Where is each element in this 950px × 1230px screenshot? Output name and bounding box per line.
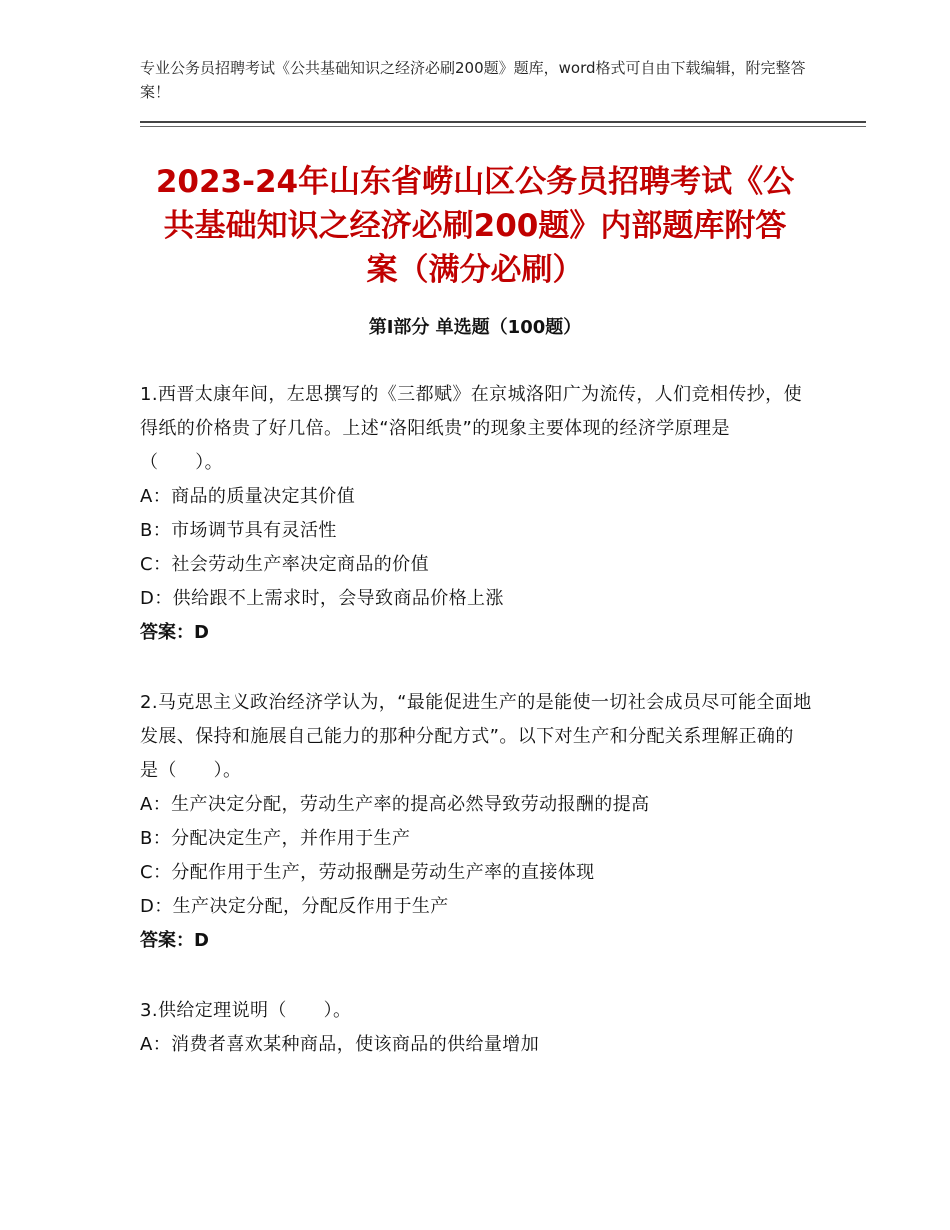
option-c: C：社会劳动生产率决定商品的价值 <box>140 554 429 575</box>
question-1 <box>140 378 812 650</box>
question-list <box>140 378 812 1098</box>
option-b: B：市场调节具有灵活性 <box>140 520 337 541</box>
header-divider-thin <box>140 126 866 127</box>
document-title: 2023-24年山东省崂山区公务员招聘考试《公共基础知识之经济必刷200题》内部题库附答案（满分必刷） <box>155 164 795 288</box>
option-c: C：分配作用于生产，劳动报酬是劳动生产率的直接体现 <box>140 862 595 883</box>
answer-label: 答案：D <box>140 622 209 643</box>
header-note: 专业公务员招聘考试《公共基础知识之经济必刷200题》题库，word格式可自由下载编辑，附完整答案！ <box>140 59 806 101</box>
option-a: A：生产决定分配，劳动生产率的提高必然导致劳动报酬的提高 <box>140 794 650 815</box>
question-stem: 2.马克思主义政治经济学认为，“最能促进生产的是能使一切社会成员尽可能全面地发展、保持和施展自己能力的那种分配方式”。以下对生产和分配关系理解正确的是（ ）。 <box>140 692 812 781</box>
question-3 <box>140 994 812 1062</box>
option-b: B：分配决定生产，并作用于生产 <box>140 828 411 849</box>
option-d: D：生产决定分配，分配反作用于生产 <box>140 896 449 917</box>
question-stem: 1.西晋太康年间，左思撰写的《三都赋》在京城洛阳广为流传，人们竞相传抄，使得纸的价格贵了好几倍。上述“洛阳纸贵”的现象主要体现的经济学原理是（ ）。 <box>140 384 802 473</box>
answer-label: 答案：D <box>140 930 209 951</box>
option-a: A：消费者喜欢某种商品，使该商品的供给量增加 <box>140 1034 540 1055</box>
section-title: 第Ⅰ部分 单选题（100题） <box>368 317 582 338</box>
question-2 <box>140 686 812 958</box>
option-d: D：供给跟不上需求时，会导致商品价格上涨 <box>140 588 504 609</box>
option-a: A：商品的质量决定其价值 <box>140 486 356 507</box>
question-stem: 3.供给定理说明（ ）。 <box>140 1000 352 1021</box>
header-divider-thick <box>140 121 866 123</box>
